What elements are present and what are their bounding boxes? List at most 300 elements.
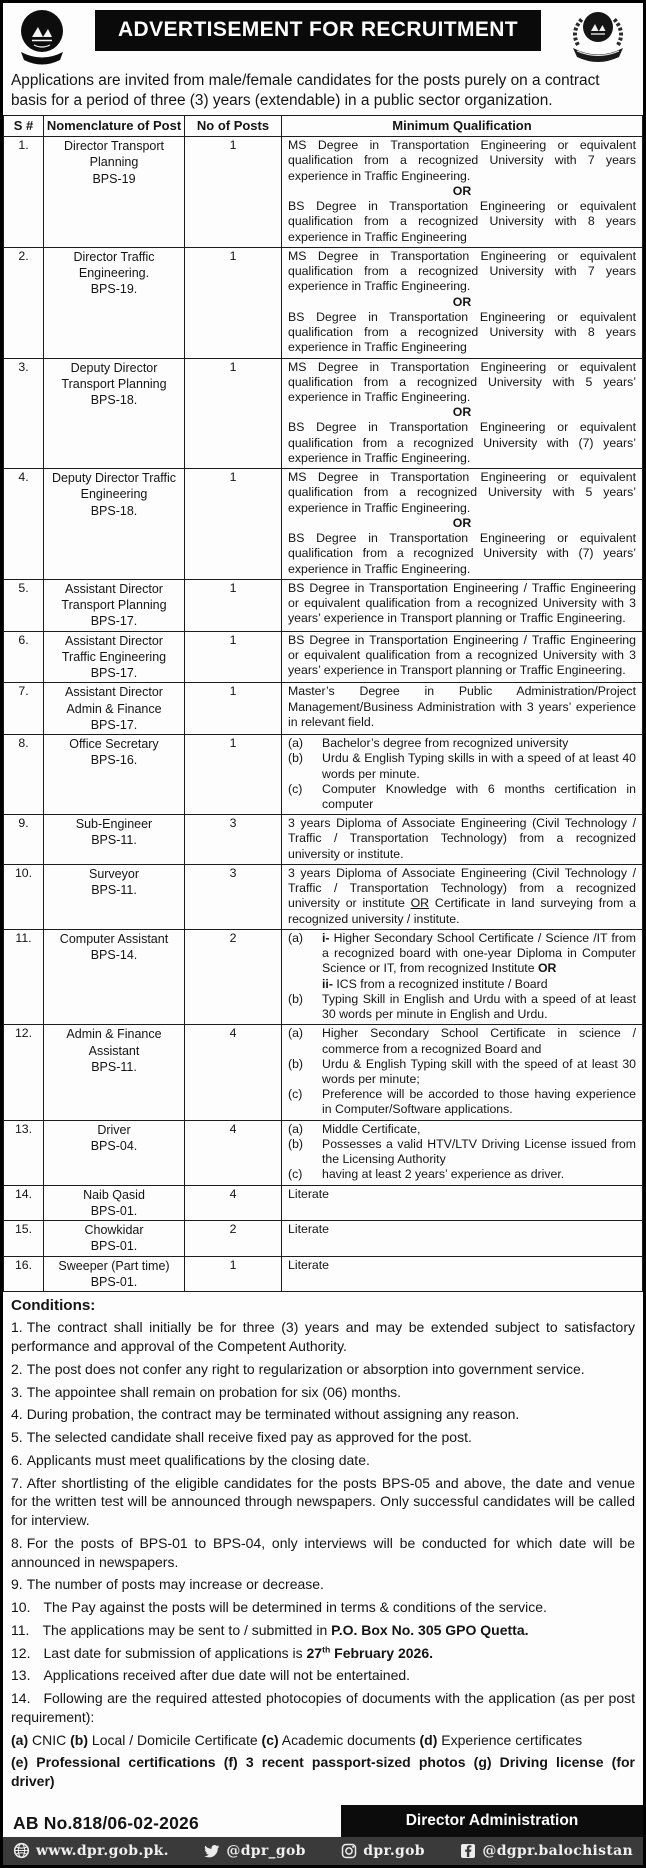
- qualification-item: [288, 1167, 636, 1182]
- condition-number: 10.: [11, 1599, 31, 1616]
- post-name-line: Engineering: [80, 487, 148, 502]
- qualification-item: [288, 751, 636, 781]
- text-segment: CNIC: [28, 1731, 71, 1748]
- text-segment: OR: [537, 961, 557, 976]
- item-text: [322, 1087, 636, 1117]
- table-row: [4, 1120, 643, 1185]
- post-name-line: BPS-19: [92, 171, 136, 186]
- condition-number: 8.: [11, 1534, 23, 1551]
- condition-item: [11, 1598, 635, 1617]
- text-segment: Literate: [288, 1257, 330, 1272]
- text-segment: Academic documents: [278, 1731, 420, 1748]
- social-item: [460, 1843, 633, 1859]
- post-count: 2: [185, 929, 282, 1024]
- text-segment: The applications may be sent to / submitted in: [42, 1621, 332, 1638]
- post-name-line: Deputy Director: [70, 360, 158, 375]
- post-name-line: BPS-16.: [90, 753, 138, 768]
- post-name: [44, 1120, 185, 1185]
- qualification-paragraph: [288, 633, 636, 679]
- col-header-count: No of Posts: [185, 116, 282, 137]
- qualification-item: [288, 736, 636, 751]
- post-name-line: Assistant Director: [65, 581, 163, 596]
- row-serial: 14.: [4, 1185, 44, 1221]
- qualification-cell: [282, 1025, 643, 1120]
- social-item: [204, 1843, 305, 1859]
- post-name-line: BPS-17.: [90, 717, 138, 732]
- post-count: 1: [185, 579, 282, 631]
- item-label: (b): [288, 1136, 304, 1151]
- item-text: [322, 1122, 636, 1137]
- text-segment: For the posts of BPS-01 to BPS-04, only interviews will be conducted for which date will be announced in newspapers.: [11, 1534, 635, 1570]
- social-item: [13, 1842, 169, 1859]
- condition-number: 5.: [11, 1429, 23, 1446]
- qualification-cell: [282, 358, 643, 469]
- or-separator: [288, 184, 636, 199]
- post-name-line: Office Secretary: [69, 737, 159, 752]
- text-segment: 27: [306, 1644, 323, 1661]
- post-name-line: Deputy Director Traffic: [51, 471, 177, 486]
- row-serial: 11.: [4, 929, 44, 1024]
- text-segment: BS Degree in Transportation Engineering or equivalent qualification from a recognized University with (7) years’ experience in Traffic Engineering.: [288, 420, 636, 465]
- table-row: [4, 815, 643, 865]
- post-count: 1: [185, 247, 282, 358]
- col-header-serial: S #: [4, 116, 44, 137]
- post-name-line: Computer Assistant: [59, 931, 169, 946]
- table-row: [4, 579, 643, 631]
- text-segment: The appointee shall remain on probation for six (06) months.: [26, 1383, 402, 1400]
- post-name-line: Sweeper (Part time): [58, 1258, 170, 1273]
- conditions-section: [3, 1292, 643, 1795]
- post-name: [44, 815, 185, 865]
- condition-item: [11, 1405, 635, 1424]
- qualification-paragraph: [288, 684, 636, 730]
- text-segment: The post does not confer any right to regularization or absorption into government service.: [26, 1360, 585, 1377]
- post-count: 1: [185, 137, 282, 248]
- post-count: 4: [185, 1185, 282, 1221]
- qualification-paragraph: [288, 1222, 636, 1237]
- post-name-line: BPS-11.: [91, 883, 137, 898]
- text-segment: After shortlisting of the eligible candidates for the posts BPS-05 and above, the date and venue for the written test will be announced through newspapers. Only successful candidates will be called for interview.: [11, 1474, 635, 1529]
- qualification-cell: [282, 735, 643, 815]
- posts-table: [3, 115, 643, 1292]
- item-text: [322, 1167, 636, 1182]
- text-segment: MS Degree in Transportation Engineering or equivalent qualification from a recognized University with 7 years experience in Traffic Engineering.: [288, 248, 636, 294]
- condition-number: 2.: [11, 1360, 23, 1377]
- qualification-cell: [282, 815, 643, 865]
- text-segment: Preference will be accorded to those having experience in Computer/Software applications.: [322, 1087, 636, 1117]
- text-segment: Following are the required attested photocopies of documents with the application (as per post requirement):: [11, 1690, 635, 1725]
- post-name-line: BPS-04.: [90, 1138, 138, 1153]
- row-serial: 15.: [4, 1221, 44, 1257]
- condition-item: [11, 1474, 635, 1530]
- text-segment: MS Degree in Transportation Engineering or equivalent qualification from a recognized University with 5 years’ experience in Traffic Engineering.: [288, 470, 636, 515]
- qualification-paragraph: [288, 866, 636, 927]
- post-name-line: Director Transport: [63, 139, 165, 154]
- condition-item: [11, 1360, 635, 1379]
- text-segment: ii-: [322, 976, 337, 991]
- table-row: [4, 247, 643, 358]
- text-segment: Possesses a valid HTV/LTV Driving License issued from the Licensing Authority: [322, 1136, 636, 1167]
- item-label: [288, 977, 322, 992]
- text-segment: th: [322, 1644, 331, 1655]
- qualification-paragraph: [288, 470, 636, 516]
- globe-icon: [13, 1842, 30, 1859]
- post-name: [44, 469, 185, 580]
- row-serial: 4.: [4, 469, 44, 580]
- instagram-icon: [341, 1843, 357, 1859]
- post-count: 1: [185, 735, 282, 815]
- qualification-cell: [282, 864, 643, 929]
- qualification-item: [288, 1137, 636, 1167]
- post-name-line: Planning: [89, 155, 139, 170]
- row-serial: 1.: [4, 137, 44, 248]
- table-row: [4, 469, 643, 580]
- advertisement-number: AB No.818/06-02-2026: [13, 1812, 199, 1833]
- post-name-line: BPS-14.: [90, 948, 138, 963]
- row-serial: 3.: [4, 358, 44, 469]
- condition-item: [11, 1666, 635, 1685]
- condition-number: 13.: [11, 1667, 31, 1684]
- post-name-line: Chowkidar: [84, 1223, 144, 1238]
- item-text: [322, 782, 636, 812]
- condition-number: 7.: [11, 1474, 23, 1491]
- qualification-cell: [282, 1120, 643, 1185]
- facebook-icon: [460, 1843, 476, 1859]
- text-segment: Middle Certificate,: [322, 1121, 421, 1136]
- text-segment: Bachelor’s degree from recognized university: [322, 736, 569, 751]
- post-name: [44, 864, 185, 929]
- post-name-line: Traffic Engineering: [61, 649, 167, 664]
- text-segment: Higher Secondary School Certificate / Science /IT from a recognized board with one-year Diploma in Computer Science or IT, from recognized Institute: [322, 930, 636, 976]
- qualification-paragraph: [288, 199, 636, 245]
- text-segment: (e) Professional certifications (f) 3 recent passport-sized photos (g) Driving license (for driver): [11, 1754, 635, 1790]
- qualification-cell: [282, 1185, 643, 1221]
- post-count: 1: [185, 358, 282, 469]
- conditions-list: [11, 1318, 635, 1791]
- qualification-cell: [282, 137, 643, 248]
- qualification-paragraph: [288, 420, 636, 466]
- text-segment: having at least 2 years’ experience as driver.: [322, 1167, 565, 1182]
- qualification-cell: [282, 683, 643, 735]
- text-segment: Urdu & English Typing skill with the speed of at least 30 words per minute;: [322, 1056, 636, 1086]
- item-label: (a): [288, 1026, 304, 1041]
- social-text: @dgpr.balochistan: [482, 1842, 633, 1859]
- item-text: [322, 736, 636, 751]
- qualification-cell: [282, 631, 643, 683]
- post-count: 4: [185, 1120, 282, 1185]
- text-segment: (b): [70, 1731, 89, 1748]
- post-name-line: BPS-18.: [90, 503, 138, 518]
- item-label: (a): [288, 930, 304, 945]
- post-count: 1: [185, 683, 282, 735]
- text-segment: Applicants must meet qualifications by the closing date.: [26, 1451, 370, 1468]
- item-label: (a): [288, 736, 304, 751]
- col-header-qualification: Minimum Qualification: [282, 116, 643, 137]
- row-serial: 7.: [4, 683, 44, 735]
- balochistan-emblem-wreath-icon: [561, 7, 635, 70]
- post-name-line: BPS-01.: [90, 1203, 138, 1218]
- social-text: www.dpr.gob.pk.: [36, 1842, 169, 1859]
- post-name: [44, 579, 185, 631]
- table-row: [4, 1185, 643, 1221]
- qualification-item: [288, 1057, 636, 1087]
- text-segment: During probation, the contract may be terminated without assigning any reason.: [26, 1406, 520, 1423]
- condition-number: 9.: [11, 1576, 23, 1593]
- row-serial: 5.: [4, 579, 44, 631]
- posts-table-body: [4, 137, 643, 1292]
- text-segment: P.O. Box No. 305 GPO Quetta.: [331, 1621, 529, 1638]
- balochistan-emblem-icon: [11, 7, 73, 70]
- qualification-item: [288, 1026, 636, 1056]
- table-header-row: [4, 116, 643, 137]
- condition-item: [11, 1731, 635, 1750]
- item-text: [322, 1057, 636, 1087]
- text-segment: MS Degree in Transportation Engineering or equivalent qualification from a recognized University with 7 years experience in Traffic Engineering.: [288, 138, 636, 183]
- condition-number: 11.: [11, 1621, 30, 1638]
- table-row: [4, 358, 643, 469]
- qualification-item: [288, 1122, 636, 1137]
- post-name: [44, 683, 185, 735]
- post-name-line: Assistant Director: [65, 685, 163, 700]
- qualification-paragraph: [288, 310, 636, 356]
- post-name-line: BPS-18.: [90, 393, 138, 408]
- text-segment: (c): [261, 1731, 279, 1748]
- qualification-item: [288, 1087, 636, 1117]
- col-header-post: Nomenclature of Post: [44, 116, 185, 137]
- post-name: [44, 735, 185, 815]
- qualification-paragraph: [288, 360, 636, 406]
- post-name: [44, 1221, 185, 1257]
- text-segment: Last date for submission of applications is: [43, 1644, 307, 1661]
- condition-number: 14.: [11, 1690, 31, 1707]
- qualification-cell: [282, 1221, 643, 1257]
- post-name-line: Admin & Finance: [66, 1027, 162, 1042]
- table-row: [4, 735, 643, 815]
- item-label: (c): [288, 781, 303, 796]
- item-label: (b): [288, 1056, 304, 1071]
- row-serial: 2.: [4, 247, 44, 358]
- condition-item: [11, 1428, 635, 1447]
- text-segment: Computer Knowledge with 6 months certification in computer: [322, 781, 636, 811]
- qualification-paragraph: [288, 816, 636, 862]
- text-segment: Literate: [288, 1186, 330, 1201]
- or-separator: [288, 516, 636, 531]
- row-serial: 16.: [4, 1256, 44, 1292]
- social-text: @dpr_gob: [226, 1842, 306, 1859]
- post-name-line: BPS-11.: [91, 1059, 137, 1074]
- post-name-line: Surveyor: [88, 866, 140, 881]
- post-name-line: Naib Qasid: [83, 1187, 145, 1202]
- text-segment: February 2026.: [330, 1644, 433, 1661]
- advertisement-title: ADVERTISEMENT FOR RECRUITMENT: [117, 18, 519, 41]
- condition-item: [11, 1689, 635, 1727]
- table-row: [4, 683, 643, 735]
- condition-item: [11, 1383, 635, 1402]
- condition-number: 12.: [11, 1644, 31, 1661]
- condition-item: [11, 1451, 635, 1470]
- post-count: 2: [185, 1221, 282, 1257]
- row-serial: 6.: [4, 631, 44, 683]
- text-segment: BS Degree in Transportation Engineering or equivalent qualification from a recognized University with (7) years’ experience in Traffic Engineering.: [288, 531, 636, 576]
- social-text: dpr.gob: [363, 1842, 425, 1859]
- item-text: [322, 751, 636, 781]
- post-name-line: BPS-17.: [90, 666, 138, 681]
- post-name-line: Sub-Engineer: [75, 817, 153, 832]
- condition-number: 6.: [11, 1451, 23, 1468]
- text-segment: (a): [11, 1731, 29, 1748]
- post-name-line: Director Traffic: [73, 249, 155, 264]
- post-count: 4: [185, 1025, 282, 1120]
- post-name: [44, 137, 185, 248]
- condition-number: 1.: [11, 1319, 23, 1336]
- item-label: (c): [288, 1087, 303, 1102]
- text-segment: Typing Skill in English and Urdu with a speed of at least 30 words per minute in English and Urdu.: [322, 991, 636, 1022]
- text-segment: BS Degree in Transportation Engineering or equivalent qualification from a recognized University with 8 years experience in Traffic Engineering: [288, 309, 636, 355]
- text-segment: The selected candidate shall receive fixed pay as approved for the post.: [26, 1429, 472, 1446]
- row-serial: 12.: [4, 1025, 44, 1120]
- text-segment: Experience certificates: [437, 1731, 583, 1748]
- row-serial: 8.: [4, 735, 44, 815]
- item-label: (c): [288, 1167, 303, 1182]
- text-segment: OR: [452, 515, 472, 530]
- text-segment: BS Degree in Transportation Engineering / Traffic Engineering or equivalent qualification from a recognized University with 3 years’ experience in Transport planning or Traffic Engineering.: [288, 580, 636, 626]
- item-text: [322, 931, 636, 977]
- qualification-cell: [282, 929, 643, 1024]
- text-segment: Local / Domicile Certificate: [88, 1731, 262, 1748]
- post-name: [44, 1025, 185, 1120]
- text-segment: OR: [410, 896, 430, 911]
- condition-item: [11, 1575, 635, 1594]
- qualification-paragraph: [288, 1258, 636, 1273]
- text-segment: BS Degree in Transportation Engineering / Traffic Engineering or equivalent qualification from a recognized University with 3 years’ experience in Transport planning or Traffic Engineering.: [288, 632, 636, 678]
- qualification-item: [288, 992, 636, 1022]
- text-segment: The contract shall initially be for three (3) years and may be extended subject to satisfactory performance and approval of the Competent Authority.: [11, 1319, 635, 1355]
- qualification-cell: [282, 579, 643, 631]
- post-name-line: BPS-17.: [90, 614, 138, 629]
- item-text: [322, 1026, 636, 1056]
- post-name-line: Transport Planning: [61, 376, 167, 391]
- post-name: [44, 247, 185, 358]
- table-row: [4, 864, 643, 929]
- condition-number: 4.: [11, 1406, 23, 1423]
- table-row: [4, 929, 643, 1024]
- post-name-line: Admin & Finance: [66, 701, 162, 716]
- post-count: 1: [185, 469, 282, 580]
- qualification-cell: [282, 469, 643, 580]
- post-name-line: Assistant Director: [65, 633, 163, 648]
- post-count: 3: [185, 864, 282, 929]
- post-name-line: BPS-01.: [90, 1274, 138, 1289]
- text-segment: OR: [452, 294, 472, 309]
- item-label: (b): [288, 751, 304, 766]
- text-segment: OR: [452, 183, 472, 198]
- qualification-item: [288, 977, 636, 992]
- post-name: [44, 631, 185, 683]
- item-label: (a): [288, 1121, 304, 1136]
- conditions-heading: Conditions:: [11, 1297, 96, 1315]
- text-segment: The Pay against the posts will be determined in terms & conditions of the service.: [43, 1599, 547, 1616]
- qualification-paragraph: [288, 1187, 636, 1202]
- post-name-line: BPS-01.: [90, 1239, 138, 1254]
- post-name: [44, 1185, 185, 1221]
- intro-paragraph: Applications are invited from male/female candidates for the posts purely on a contract basis for a period of three (3) years (extendable) in a public sector organization.: [11, 72, 600, 109]
- table-row: [4, 137, 643, 248]
- text-segment: BS Degree in Transportation Engineering or equivalent qualification from a recognized University with 8 years experience in Traffic Engineering: [288, 199, 636, 244]
- post-name-line: BPS-19.: [90, 282, 138, 297]
- or-separator: [288, 405, 636, 420]
- table-row: [4, 1256, 643, 1292]
- table-row: [4, 631, 643, 683]
- social-bar: [3, 1837, 643, 1865]
- condition-item: [11, 1753, 635, 1791]
- qualification-item: [288, 782, 636, 812]
- post-count: 1: [185, 631, 282, 683]
- text-segment: i-: [322, 930, 334, 945]
- qualification-item: [288, 931, 636, 977]
- condition-item: [11, 1534, 635, 1572]
- condition-item: [11, 1644, 635, 1663]
- qualification-cell: [282, 247, 643, 358]
- table-row: [4, 1025, 643, 1120]
- footer-row: [3, 1805, 643, 1837]
- row-serial: 10.: [4, 864, 44, 929]
- condition-item: [11, 1621, 635, 1640]
- text-segment: Applications received after due date will not be entertained.: [43, 1667, 411, 1684]
- item-text: [322, 1137, 636, 1167]
- condition-number: 3.: [11, 1383, 23, 1400]
- or-separator: [288, 295, 636, 310]
- text-segment: Literate: [288, 1222, 330, 1237]
- qualification-paragraph: [288, 581, 636, 627]
- qualification-paragraph: [288, 138, 636, 184]
- text-segment: ICS from a recognized institute / Board: [336, 976, 548, 991]
- post-name-line: Transport Planning: [61, 598, 167, 613]
- post-count: 3: [185, 815, 282, 865]
- header: [3, 3, 643, 70]
- text-segment: Higher Secondary School Certificate in science / commerce from a recognized Board and: [322, 1026, 636, 1056]
- post-name: [44, 358, 185, 469]
- table-row: [4, 1221, 643, 1257]
- text-segment: MS Degree in Transportation Engineering or equivalent qualification from a recognized University with 5 years’ experience in Traffic Engineering.: [288, 359, 636, 404]
- post-name: [44, 1256, 185, 1292]
- qualification-cell: [282, 1256, 643, 1292]
- text-segment: Urdu & English Typing skills in with a speed of at least 40 words per minute.: [322, 751, 636, 781]
- row-serial: 13.: [4, 1120, 44, 1185]
- row-serial: 9.: [4, 815, 44, 865]
- text-segment: (d): [419, 1731, 438, 1748]
- social-item: [341, 1843, 425, 1859]
- text-segment: 3 years Diploma of Associate Engineering (Civil Technology / Traffic / Transportation Technology) from a recognized university or institute: [288, 865, 636, 911]
- qualification-paragraph: [288, 249, 636, 295]
- text-segment: The number of posts may increase or decrease.: [26, 1576, 324, 1593]
- text-segment: 3 years Diploma of Associate Engineering (Civil Technology / Traffic / Transportation Technology) from a recognized university or institute.: [288, 816, 636, 861]
- text-segment: Master’s Degree in Public Administration/Project Management/Business Administration with 3 years’ experience in relevant field.: [288, 684, 636, 729]
- item-text: [322, 992, 636, 1022]
- post-count: 1: [185, 1256, 282, 1292]
- item-label: (b): [288, 991, 304, 1006]
- post-name-line: Engineering.: [78, 266, 150, 281]
- post-name-line: BPS-11.: [91, 833, 137, 848]
- qualification-paragraph: [288, 531, 636, 577]
- condition-item: [11, 1318, 635, 1356]
- advertisement-title-bar: [95, 10, 541, 51]
- item-text: [322, 977, 636, 992]
- text-segment: Certificate in land surveying from a recognized university / institute.: [288, 896, 637, 926]
- post-name-line: Assistant: [88, 1043, 140, 1058]
- twitter-icon: [204, 1843, 220, 1859]
- signature-box: Director Administration: [341, 1805, 643, 1837]
- post-name-line: Driver: [97, 1122, 131, 1137]
